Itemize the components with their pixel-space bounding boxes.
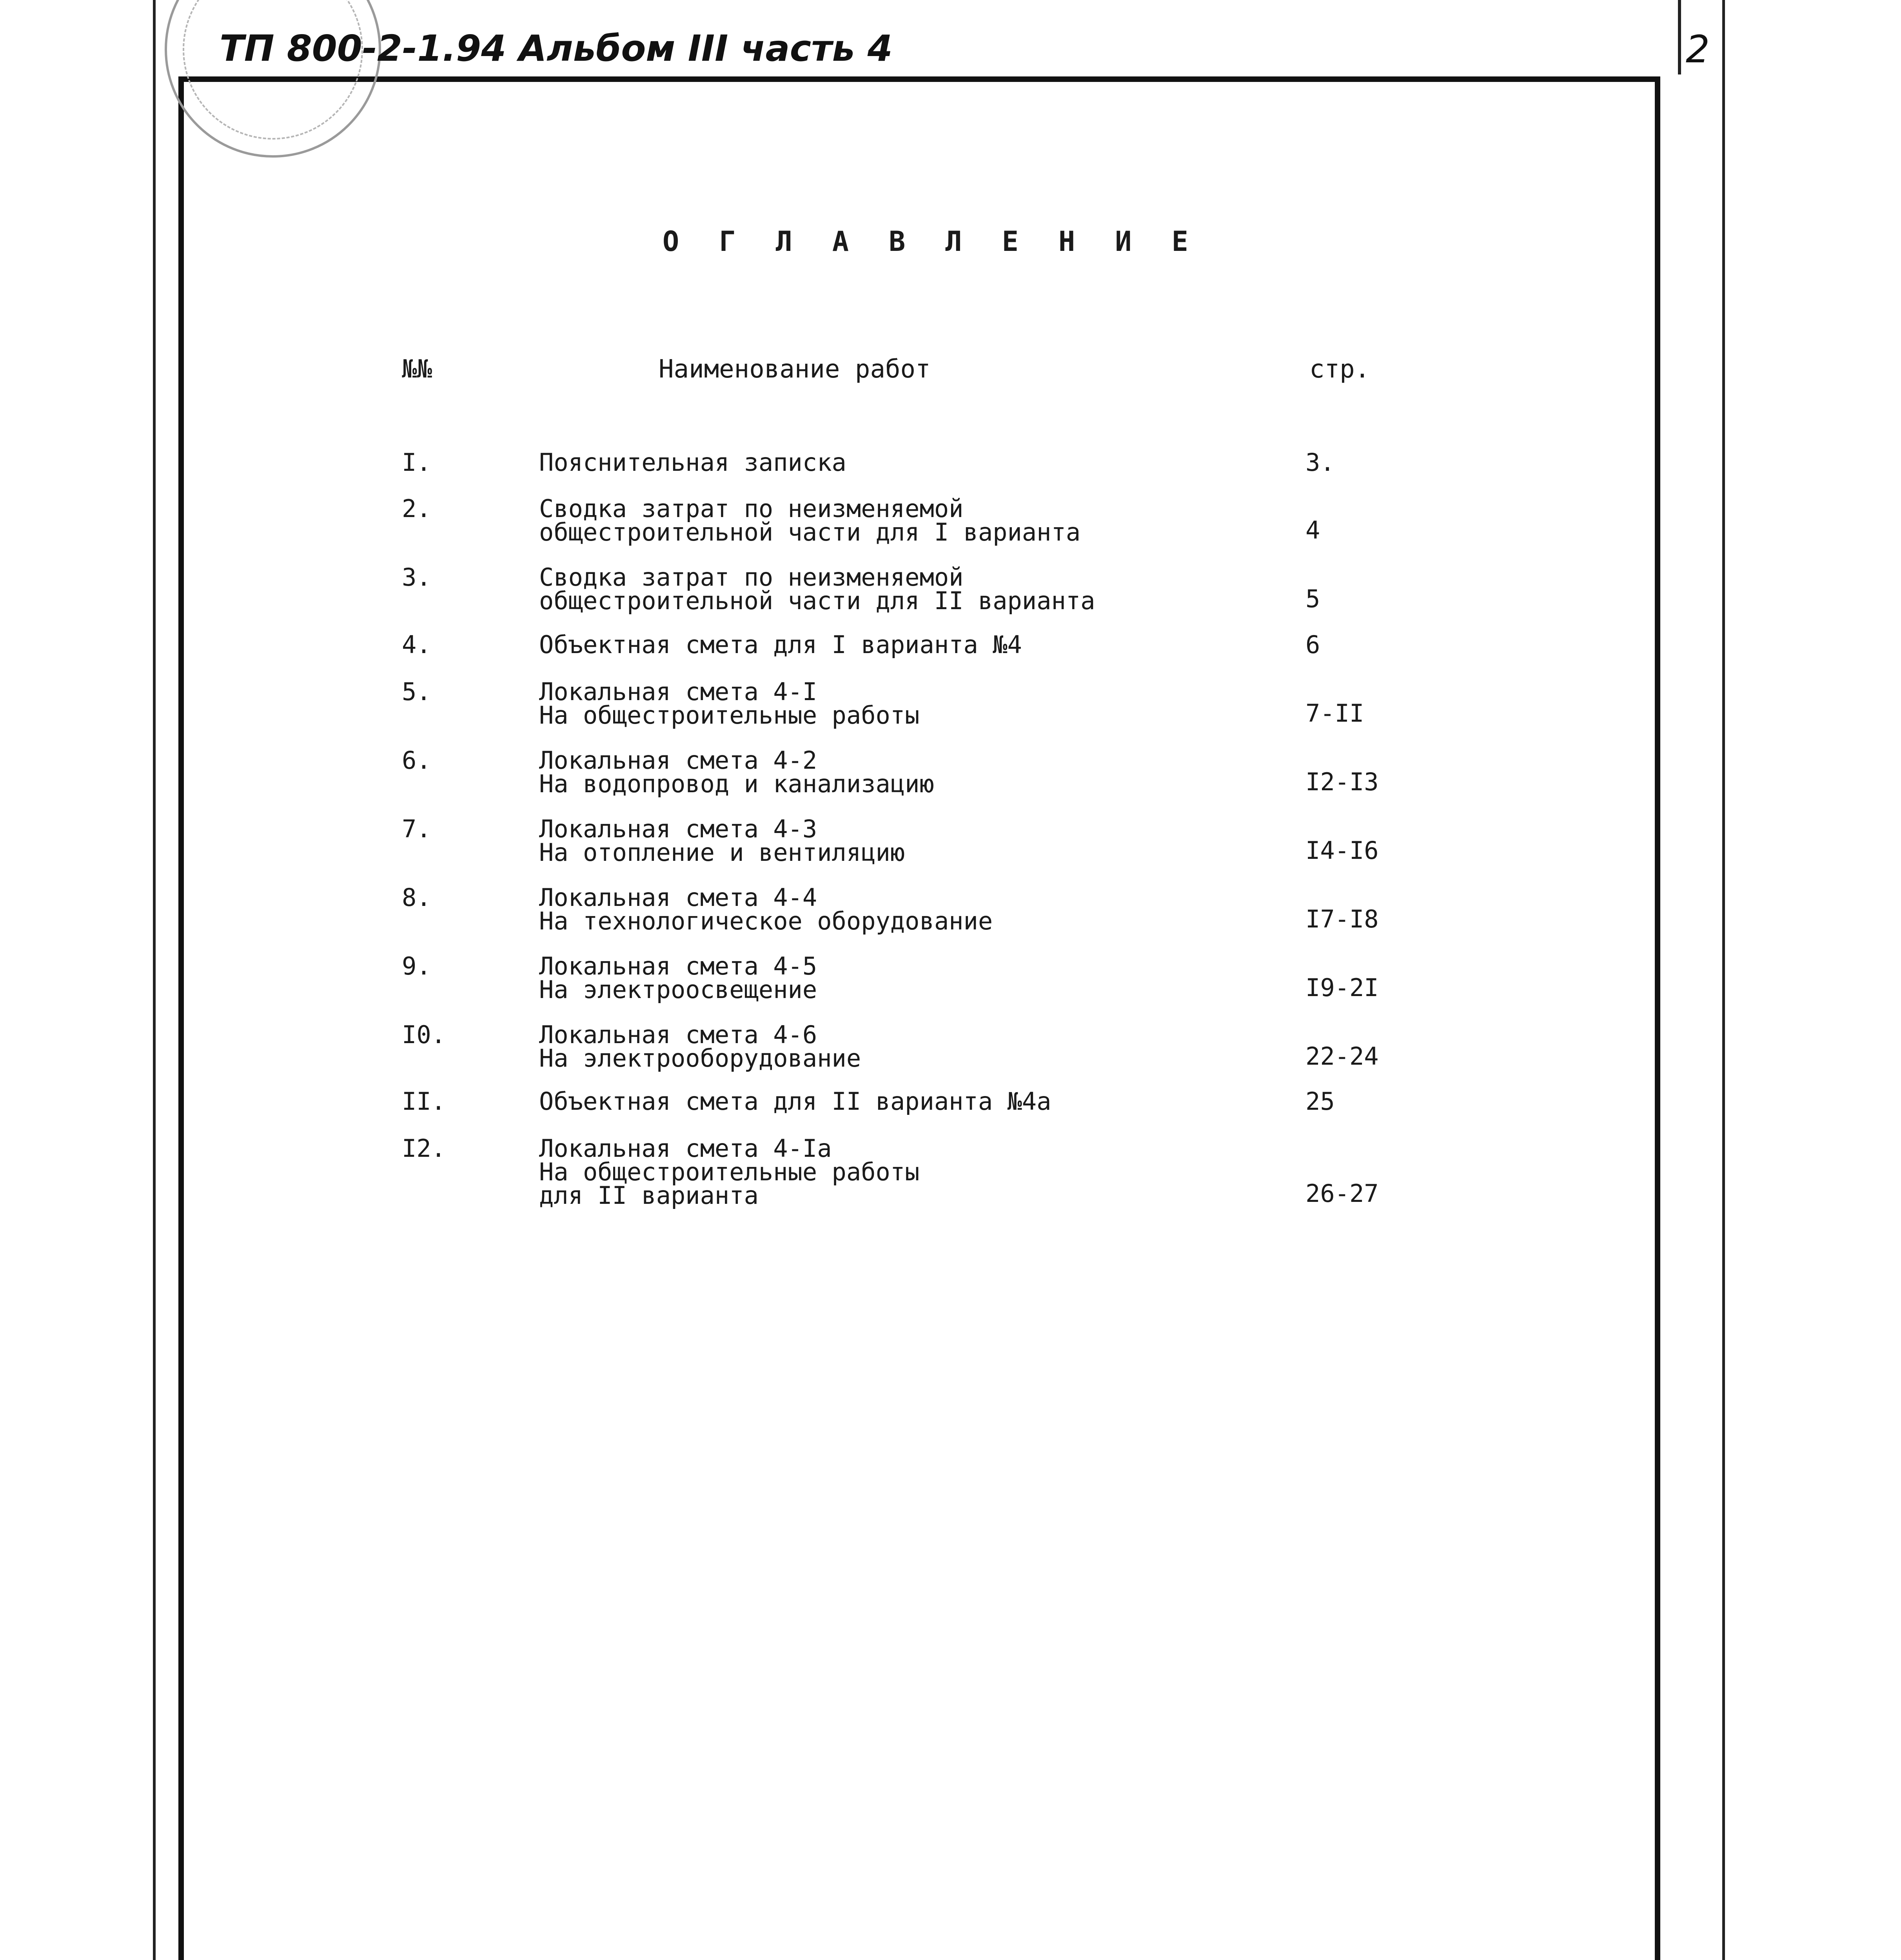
page-title: О Г Л А В Л Е Н И Е [663,225,1200,258]
toc-item-name: Локальная смета 4-6 На электрооборудование [539,1020,861,1073]
toc-item-number: 7. [402,815,431,843]
toc-item-name: Сводка затрат по неизменяемой общестроительной части для II варианта [539,563,1095,615]
toc-item-number: 6. [402,746,431,775]
title-block-separator [1678,0,1681,74]
toc-item-page: I2-I3 [1305,768,1379,796]
column-header-page: стр. [1309,355,1370,384]
toc-item-page: 5 [1305,584,1320,613]
toc-item-number: II. [402,1087,446,1116]
toc-item-name: Объектная смета для II варианта №4а [539,1087,1051,1116]
toc-item-page: 26-27 [1305,1179,1379,1208]
toc-item-page: 25 [1305,1087,1335,1116]
toc-item-page: I9-2I [1305,973,1379,1002]
toc-item-number: I0. [402,1020,446,1049]
column-header-name: Наименование работ [659,355,931,384]
toc-item-name: Локальная смета 4-Iа На общестроительные работы для II варианта [539,1134,920,1210]
toc-item-number: 5. [402,677,431,706]
toc-item-number: 9. [402,952,431,980]
toc-item-name: Локальная смета 4-3 На отопление и вентиляцию [539,815,905,867]
toc-item-number: 8. [402,883,431,912]
page-number: 2 [1686,27,1710,71]
column-header-number: №№ [402,355,432,384]
toc-item-name: Пояснительная записка [539,448,846,477]
toc-item-name: Сводка затрат по неизменяемой общестроительной части для I варианта [539,494,1081,546]
toc-item-name: Локальная смета 4-4 На технологическое оборудование [539,883,993,935]
toc-item-number: I2. [402,1134,446,1163]
toc-item-name: Локальная смета 4-2 На водопровод и канализацию [539,746,934,798]
toc-item-number: 4. [402,630,431,659]
toc-item-number: 2. [402,494,431,523]
toc-item-page: I7-I8 [1305,905,1379,933]
toc-item-page: 22-24 [1305,1042,1379,1071]
toc-item-name: Объектная смета для I варианта №4 [539,630,1022,659]
toc-item-number: I. [402,448,431,477]
toc-item-page: I4-I6 [1305,836,1379,865]
toc-item-page: 3. [1305,448,1335,477]
toc-item-page: 6 [1305,630,1320,659]
toc-item-name: Локальная смета 4-I На общестроительные работы [539,677,920,730]
toc-item-page: 7-II [1305,699,1364,728]
toc-item-page: 4 [1305,516,1320,544]
toc-item-name: Локальная смета 4-5 На электроосвещение [539,952,817,1004]
toc-item-number: 3. [402,563,431,592]
document-code: ТП 800-2-1.94 Альбом III часть 4 [220,27,893,69]
